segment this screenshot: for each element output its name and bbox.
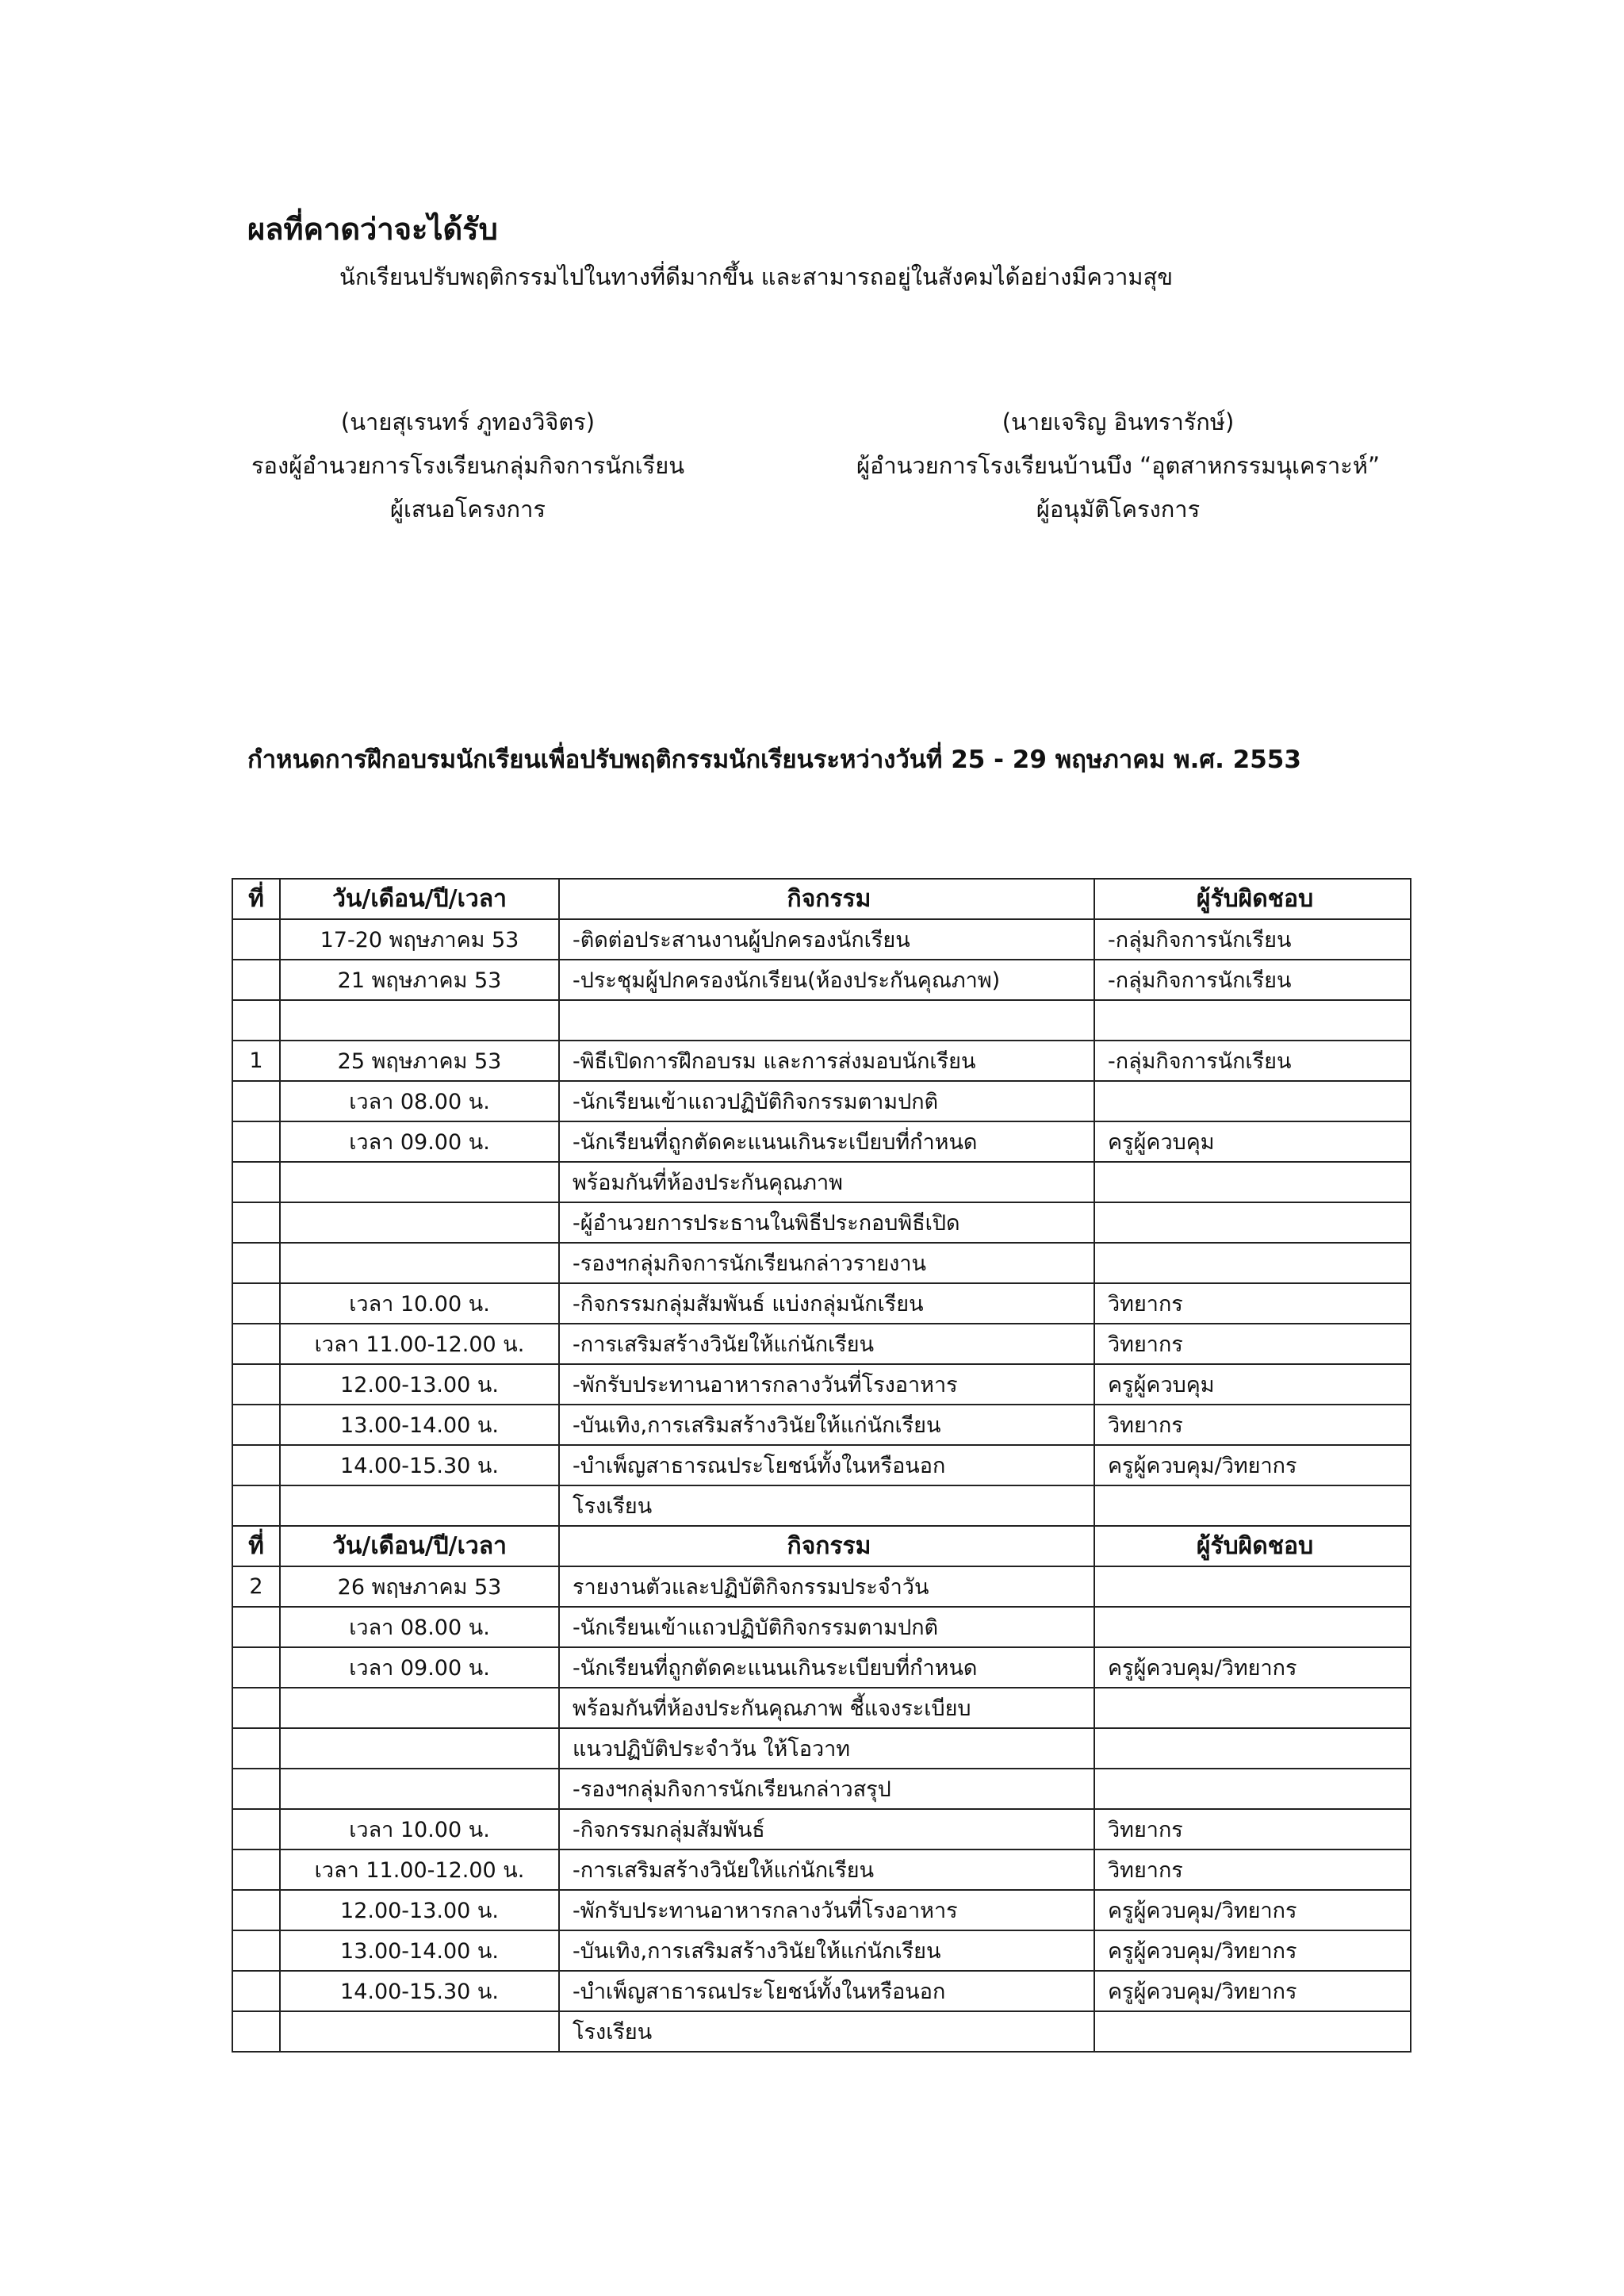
table-row xyxy=(232,1324,1411,1364)
schedule-heading: กำหนดการฝึกอบรมนักเรียนเพื่อปรับพฤติกรรมนักเรียนระหว่างวันที่ 25 - 29 พฤษภาคม พ.ศ. 2553 xyxy=(247,746,1301,774)
activity-cell: พร้อมกันที่ห้องประกันคุณภาพ ชี้แจงระเบียบ xyxy=(559,1688,1094,1728)
header-date-time-cell: วัน/เดือน/ปี/เวลา xyxy=(280,1526,559,1566)
table-row xyxy=(232,919,1411,960)
date-time-cell: 12.00-13.00 น. xyxy=(280,1890,559,1930)
responsible-cell xyxy=(1094,1566,1411,1607)
table-header-row xyxy=(232,879,1411,919)
schedule-table-body xyxy=(232,879,1411,2052)
table-row xyxy=(232,1364,1411,1405)
activity-cell: -นักเรียนที่ถูกตัดคะแนนเกินระเบียบที่กำหนด xyxy=(559,1121,1094,1162)
row-number-cell xyxy=(232,1769,280,1809)
responsible-cell xyxy=(1094,1728,1411,1769)
row-number-cell xyxy=(232,1405,280,1445)
table-row xyxy=(232,960,1411,1000)
activity-cell: -การเสริมสร้างวินัยให้แก่นักเรียน xyxy=(559,1324,1094,1364)
table-row xyxy=(232,1121,1411,1162)
date-time-cell xyxy=(280,1162,559,1202)
date-time-cell xyxy=(280,1769,559,1809)
table-row xyxy=(232,1202,1411,1243)
row-number-cell xyxy=(232,1081,280,1121)
responsible-cell: วิทยากร xyxy=(1094,1849,1411,1890)
activity-cell: -บำเพ็ญสาธารณประโยชน์ทั้งในหรือนอก xyxy=(559,1445,1094,1485)
approver-role: ผู้อนุมัติโครงการ xyxy=(1036,496,1201,523)
responsible-cell: ครูผู้ควบคุม/วิทยากร xyxy=(1094,1930,1411,1971)
table-row xyxy=(232,1769,1411,1809)
row-number-cell xyxy=(232,1930,280,1971)
table-row xyxy=(232,1849,1411,1890)
approver-position: ผู้อำนวยการโรงเรียนบ้านบึง “อุตสาหกรรมนุเคราะห์” xyxy=(856,452,1381,479)
date-time-cell: เวลา 11.00-12.00 น. xyxy=(280,1324,559,1364)
activity-cell: -บันเทิง,การเสริมสร้างวินัยให้แก่นักเรียน xyxy=(559,1405,1094,1445)
activity-cell: -ผู้อำนวยการประธานในพิธีประกอบพิธีเปิด xyxy=(559,1202,1094,1243)
row-number-cell xyxy=(232,1364,280,1405)
date-time-cell: เวลา 08.00 น. xyxy=(280,1081,559,1121)
row-number-cell xyxy=(232,1849,280,1890)
table-row xyxy=(232,2011,1411,2052)
table-row xyxy=(232,1081,1411,1121)
responsible-cell: ครูผู้ควบคุม/วิทยากร xyxy=(1094,1890,1411,1930)
responsible-cell xyxy=(1094,1485,1411,1526)
activity-cell xyxy=(559,1000,1094,1041)
table-row xyxy=(232,1890,1411,1930)
responsible-cell xyxy=(1094,1000,1411,1041)
activity-cell: โรงเรียน xyxy=(559,2011,1094,2052)
date-time-cell: เวลา 10.00 น. xyxy=(280,1283,559,1324)
date-time-cell: 13.00-14.00 น. xyxy=(280,1930,559,1971)
date-time-cell: 14.00-15.30 น. xyxy=(280,1445,559,1485)
table-row xyxy=(232,1728,1411,1769)
row-number-cell xyxy=(232,1607,280,1647)
table-row xyxy=(232,1485,1411,1526)
responsible-cell: ครูผู้ควบคุม xyxy=(1094,1364,1411,1405)
header-activity-cell: กิจกรรม xyxy=(559,879,1094,919)
date-time-cell xyxy=(280,1728,559,1769)
date-time-cell: เวลา 09.00 น. xyxy=(280,1647,559,1688)
date-time-cell: 17-20 พฤษภาคม 53 xyxy=(280,919,559,960)
responsible-cell xyxy=(1094,1243,1411,1283)
responsible-cell: -กลุ่มกิจการนักเรียน xyxy=(1094,919,1411,960)
table-header-row xyxy=(232,1526,1411,1566)
activity-cell: -พิธีเปิดการฝึกอบรม และการส่งมอบนักเรียน xyxy=(559,1041,1094,1081)
responsible-cell xyxy=(1094,1769,1411,1809)
date-time-cell: 14.00-15.30 น. xyxy=(280,1971,559,2011)
responsible-cell: ครูผู้ควบคุม/วิทยากร xyxy=(1094,1971,1411,2011)
responsible-cell: ครูผู้ควบคุม/วิทยากร xyxy=(1094,1445,1411,1485)
header-activity-cell: กิจกรรม xyxy=(559,1526,1094,1566)
row-number-cell xyxy=(232,1121,280,1162)
date-time-cell: 13.00-14.00 น. xyxy=(280,1405,559,1445)
activity-cell: -บำเพ็ญสาธารณประโยชน์ทั้งในหรือนอก xyxy=(559,1971,1094,2011)
table-row xyxy=(232,1000,1411,1041)
table-row xyxy=(232,1566,1411,1607)
expected-results-title: ผลที่คาดว่าจะได้รับ xyxy=(247,212,498,247)
activity-cell: -นักเรียนที่ถูกตัดคะแนนเกินระเบียบที่กำหนด xyxy=(559,1647,1094,1688)
activity-cell: -กิจกรรมกลุ่มสัมพันธ์ แบ่งกลุ่มนักเรียน xyxy=(559,1283,1094,1324)
row-number-cell xyxy=(232,1162,280,1202)
row-number-cell xyxy=(232,1324,280,1364)
activity-cell: รายงานตัวและปฏิบัติกิจกรรมประจำวัน xyxy=(559,1566,1094,1607)
activity-cell: -นักเรียนเข้าแถวปฏิบัติกิจกรรมตามปกติ xyxy=(559,1081,1094,1121)
row-number-cell xyxy=(232,1000,280,1041)
signature-block-proposer xyxy=(230,401,706,531)
row-number-cell xyxy=(232,1688,280,1728)
row-number-cell: 1 xyxy=(232,1041,280,1081)
row-number-cell xyxy=(232,2011,280,2052)
date-time-cell: เวลา 09.00 น. xyxy=(280,1121,559,1162)
row-number-cell xyxy=(232,1202,280,1243)
activity-cell: โรงเรียน xyxy=(559,1485,1094,1526)
date-time-cell xyxy=(280,1485,559,1526)
proposer-name: (นายสุเรนทร์ ภูทองวิจิตร) xyxy=(340,408,596,435)
responsible-cell xyxy=(1094,2011,1411,2052)
responsible-cell: ครูผู้ควบคุม xyxy=(1094,1121,1411,1162)
responsible-cell xyxy=(1094,1688,1411,1728)
date-time-cell: 26 พฤษภาคม 53 xyxy=(280,1566,559,1607)
responsible-cell: -กลุ่มกิจการนักเรียน xyxy=(1094,1041,1411,1081)
header-date-time-cell: วัน/เดือน/ปี/เวลา xyxy=(280,879,559,919)
table-row xyxy=(232,1283,1411,1324)
activity-cell: -กิจกรรมกลุ่มสัมพันธ์ xyxy=(559,1809,1094,1849)
date-time-cell xyxy=(280,1688,559,1728)
activity-cell: แนวปฏิบัติประจำวัน ให้โอวาท xyxy=(559,1728,1094,1769)
activity-cell: -รองฯกลุ่มกิจการนักเรียนกล่าวสรุป xyxy=(559,1769,1094,1809)
row-number-cell xyxy=(232,1445,280,1485)
activity-cell: -รองฯกลุ่มกิจการนักเรียนกล่าวรายงาน xyxy=(559,1243,1094,1283)
table-row xyxy=(232,1809,1411,1849)
header-responsible-cell: ผู้รับผิดชอบ xyxy=(1094,1526,1411,1566)
header-responsible-cell: ผู้รับผิดชอบ xyxy=(1094,879,1411,919)
row-number-cell xyxy=(232,1283,280,1324)
responsible-cell xyxy=(1094,1202,1411,1243)
date-time-cell: เวลา 11.00-12.00 น. xyxy=(280,1849,559,1890)
table-row xyxy=(232,1930,1411,1971)
header-row-number-cell: ที่ xyxy=(232,1526,280,1566)
row-number-cell xyxy=(232,960,280,1000)
responsible-cell xyxy=(1094,1162,1411,1202)
row-number-cell xyxy=(232,1809,280,1849)
activity-cell: -บันเทิง,การเสริมสร้างวินัยให้แก่นักเรียน xyxy=(559,1930,1094,1971)
table-row xyxy=(232,1647,1411,1688)
table-row xyxy=(232,1607,1411,1647)
responsible-cell: วิทยากร xyxy=(1094,1324,1411,1364)
table-row xyxy=(232,1243,1411,1283)
date-time-cell: เวลา 10.00 น. xyxy=(280,1809,559,1849)
activity-cell: -พักรับประทานอาหารกลางวันที่โรงอาหาร xyxy=(559,1364,1094,1405)
date-time-cell xyxy=(280,2011,559,2052)
approver-name: (นายเจริญ อินทรารักษ์) xyxy=(1002,408,1235,435)
table-row xyxy=(232,1041,1411,1081)
table-row xyxy=(232,1971,1411,2011)
row-number-cell xyxy=(232,1647,280,1688)
signature-block-approver xyxy=(817,401,1419,531)
responsible-cell: วิทยากร xyxy=(1094,1405,1411,1445)
responsible-cell: -กลุ่มกิจการนักเรียน xyxy=(1094,960,1411,1000)
table-row xyxy=(232,1445,1411,1485)
date-time-cell: เวลา 08.00 น. xyxy=(280,1607,559,1647)
row-number-cell xyxy=(232,1890,280,1930)
proposer-role: ผู้เสนอโครงการ xyxy=(390,496,546,523)
responsible-cell: ครูผู้ควบคุม/วิทยากร xyxy=(1094,1647,1411,1688)
schedule-table xyxy=(232,878,1411,2053)
responsible-cell xyxy=(1094,1607,1411,1647)
date-time-cell: 25 พฤษภาคม 53 xyxy=(280,1041,559,1081)
activity-cell: -ประชุมผู้ปกครองนักเรียน(ห้องประกันคุณภาพ) xyxy=(559,960,1094,1000)
table-row xyxy=(232,1162,1411,1202)
activity-cell: -ติดต่อประสานงานผู้ปกครองนักเรียน xyxy=(559,919,1094,960)
expected-results-description: นักเรียนปรับพฤติกรรมไปในทางที่ดีมากขึ้น และสามารถอยู่ในสังคมได้อย่างมีความสุข xyxy=(339,263,1174,290)
table-row xyxy=(232,1688,1411,1728)
row-number-cell xyxy=(232,919,280,960)
date-time-cell xyxy=(280,1243,559,1283)
activity-cell: -นักเรียนเข้าแถวปฏิบัติกิจกรรมตามปกติ xyxy=(559,1607,1094,1647)
activity-cell: พร้อมกันที่ห้องประกันคุณภาพ xyxy=(559,1162,1094,1202)
header-row-number-cell: ที่ xyxy=(232,879,280,919)
activity-cell: -การเสริมสร้างวินัยให้แก่นักเรียน xyxy=(559,1849,1094,1890)
row-number-cell: 2 xyxy=(232,1566,280,1607)
date-time-cell xyxy=(280,1202,559,1243)
date-time-cell: 21 พฤษภาคม 53 xyxy=(280,960,559,1000)
responsible-cell xyxy=(1094,1081,1411,1121)
row-number-cell xyxy=(232,1728,280,1769)
row-number-cell xyxy=(232,1971,280,2011)
row-number-cell xyxy=(232,1485,280,1526)
date-time-cell xyxy=(280,1000,559,1041)
proposer-position: รองผู้อำนวยการโรงเรียนกลุ่มกิจการนักเรียน xyxy=(251,452,685,479)
activity-cell: -พักรับประทานอาหารกลางวันที่โรงอาหาร xyxy=(559,1890,1094,1930)
responsible-cell: วิทยากร xyxy=(1094,1809,1411,1849)
table-row xyxy=(232,1405,1411,1445)
responsible-cell: วิทยากร xyxy=(1094,1283,1411,1324)
date-time-cell: 12.00-13.00 น. xyxy=(280,1364,559,1405)
row-number-cell xyxy=(232,1243,280,1283)
